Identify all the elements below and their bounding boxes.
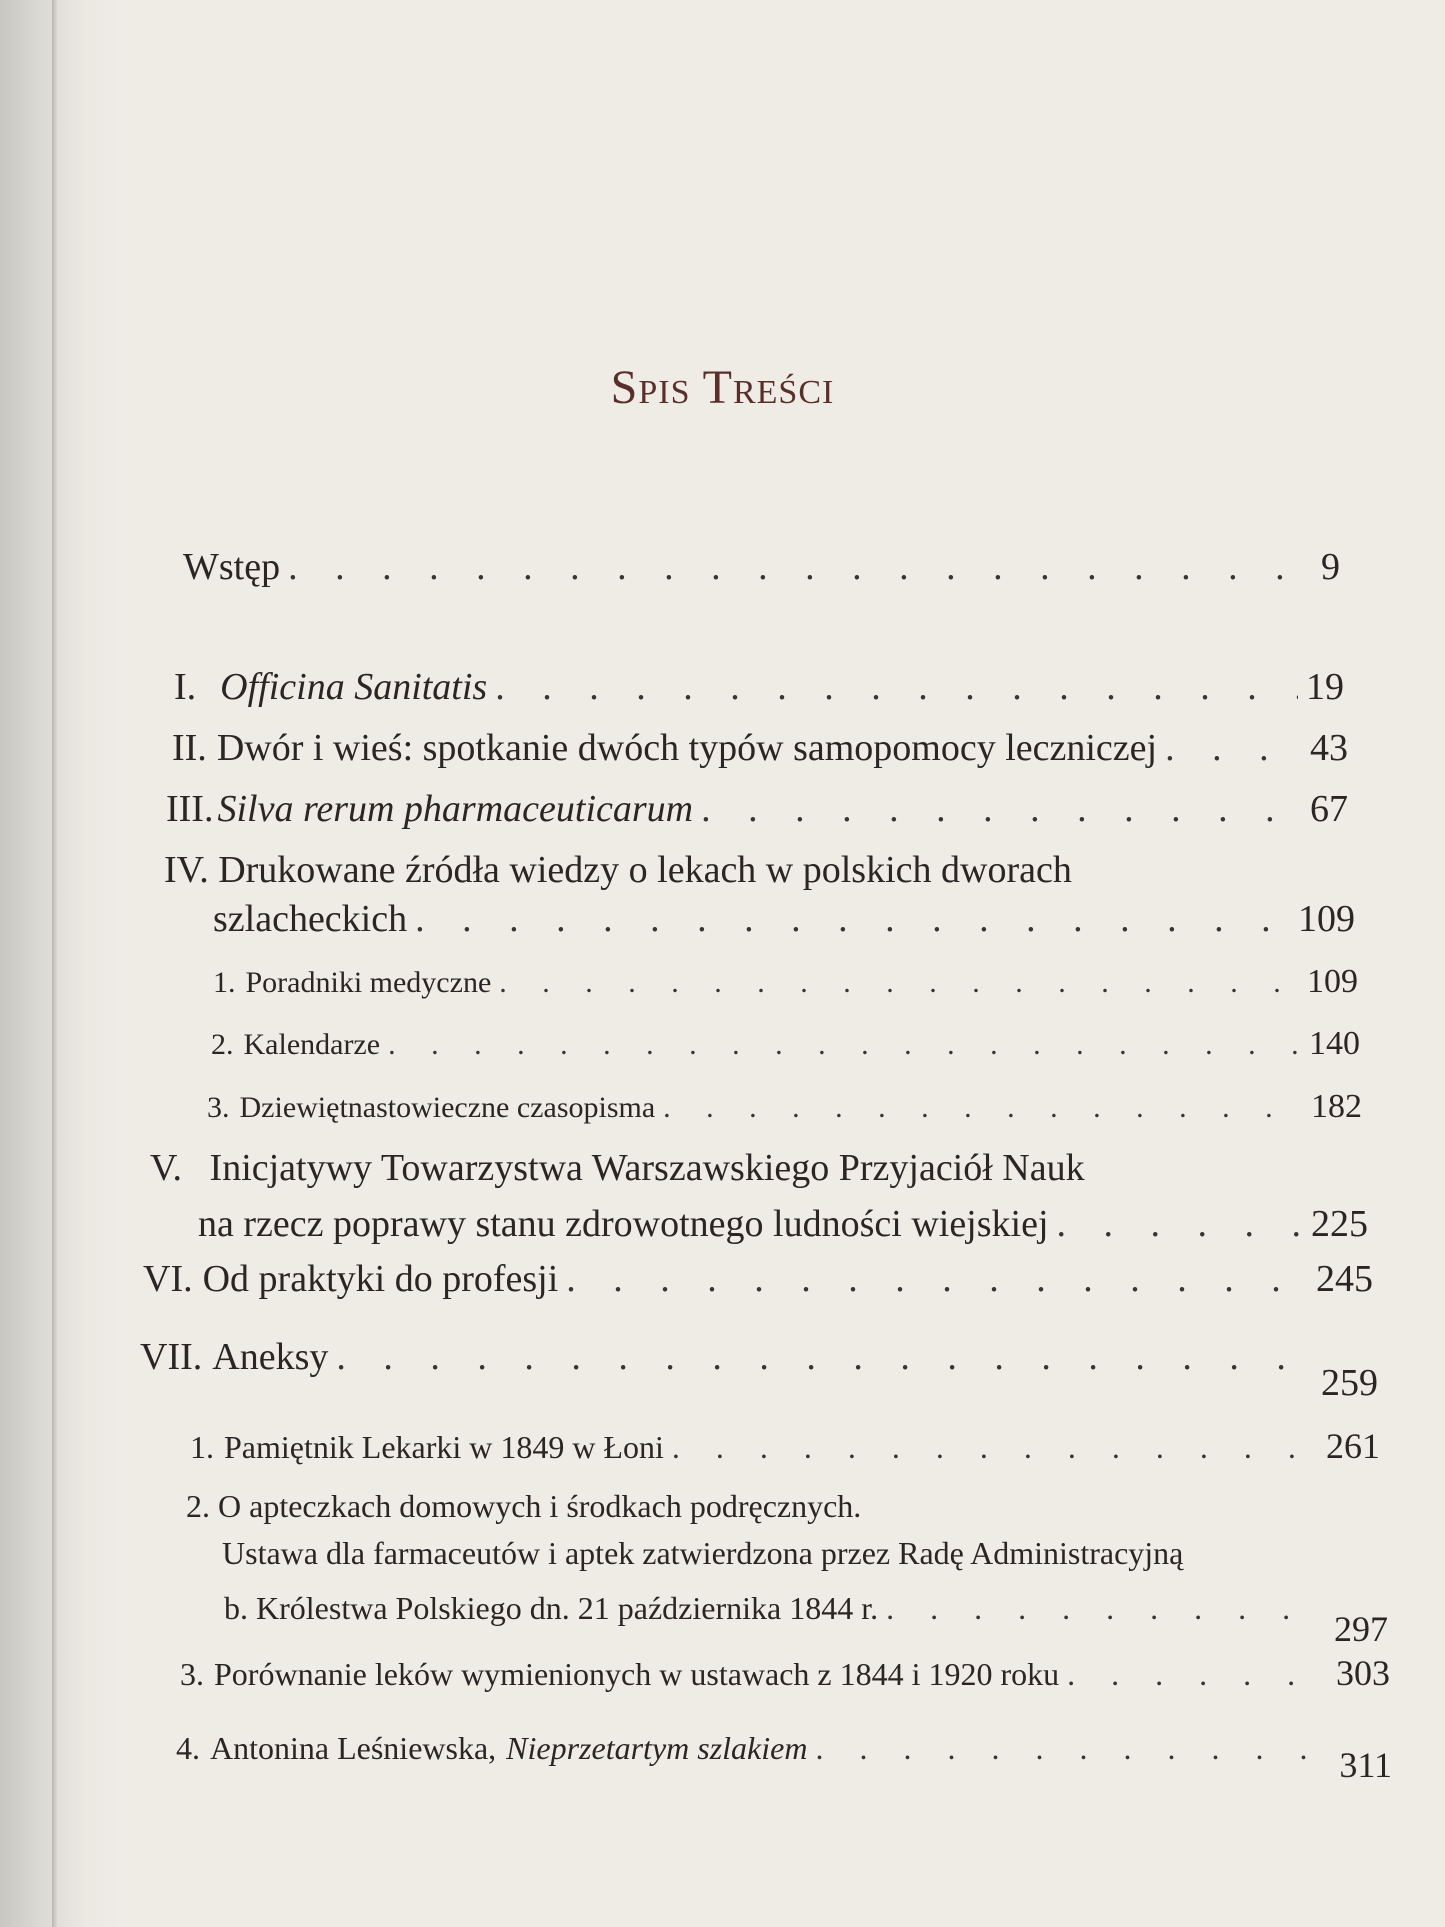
toc-subentry-7-3	[180, 1652, 1390, 1694]
entry-label: Officina Sanitatis	[220, 666, 488, 708]
entry-page: 225	[1311, 1203, 1368, 1245]
entry-page: 140	[1309, 1025, 1360, 1062]
leader-dots	[815, 1730, 1331, 1767]
entry-page: 67	[1310, 788, 1348, 830]
leader-dots	[499, 966, 1299, 1000]
leader-dots	[566, 1257, 1308, 1301]
leader-dots	[663, 1091, 1303, 1125]
chapter-number: I.	[174, 666, 197, 708]
leader-dots	[1067, 1656, 1328, 1693]
toc-subentry-7-2-line1	[186, 1488, 861, 1525]
entry-page: 182	[1311, 1088, 1362, 1125]
toc-entry-chapter-1	[174, 665, 1344, 709]
leader-dots	[1057, 1202, 1303, 1246]
entry-label: O apteczkach domowych i środkach podręcznych.	[218, 1488, 862, 1524]
entry-label: Dwór i wieś: spotkanie dwóch typów samopomocy leczniczej	[216, 727, 1158, 769]
toc-subentry-7-4	[176, 1726, 1392, 1785]
entry-page: 297	[1334, 1609, 1388, 1649]
subentry-number: 2.	[186, 1488, 210, 1524]
entry-page: 245	[1316, 1258, 1373, 1300]
subentry-number: 3.	[207, 1091, 230, 1124]
chapter-number: VII.	[140, 1336, 203, 1378]
subentry-number: 1.	[190, 1429, 214, 1465]
chapter-number: III.	[166, 788, 214, 830]
subentry-number: 1.	[213, 966, 236, 999]
subentry-number: 3.	[180, 1656, 204, 1692]
entry-page: 303	[1336, 1653, 1390, 1693]
entry-page: 43	[1310, 727, 1348, 769]
entry-label: Kalendarze	[243, 1028, 381, 1061]
chapter-number: VI.	[143, 1258, 193, 1300]
entry-label: Dziewiętnastowieczne czasopisma	[239, 1091, 656, 1124]
entry-page: 311	[1339, 1745, 1392, 1785]
entry-page: 259	[1321, 1362, 1378, 1404]
entry-label: Drukowane źródła wiedzy o lekach w polskich dworach	[218, 849, 1072, 891]
toc-entry-wstep	[183, 545, 1340, 589]
leader-dots	[288, 545, 1313, 589]
toc-entry-chapter-6	[143, 1257, 1373, 1301]
entry-label-continued: b. Królestwa Polskiego dn. 21 października 1844 r.	[224, 1590, 879, 1626]
entry-label-continued: Ustawa dla farmaceutów i aptek zatwierdzona przez Radę Administracyjną	[222, 1535, 1184, 1571]
chapter-number: V.	[150, 1147, 183, 1189]
toc-entry-chapter-5	[198, 1202, 1368, 1246]
entry-label: Wstęp	[183, 546, 281, 588]
toc-subentry-7-2-line2	[222, 1535, 1183, 1572]
chapter-number: IV.	[164, 849, 209, 891]
toc-entry-chapter-5-line1	[150, 1146, 1085, 1190]
page-edge	[52, 0, 58, 1927]
entry-label: Silva rerum pharmaceuticarum	[217, 788, 694, 830]
toc-subentry-7-1	[190, 1425, 1380, 1467]
toc-subentry-4-1	[213, 963, 1358, 1001]
subentry-number: 4.	[176, 1730, 200, 1766]
entry-label: Inicjatywy Towarzystwa Warszawskiego Przyjaciół Nauk	[209, 1147, 1085, 1189]
entry-label: Poradniki medyczne	[245, 966, 492, 999]
entry-label-continued: szlacheckich	[213, 898, 408, 940]
leader-dots	[336, 1335, 1313, 1379]
page-title: Spis Treści	[610, 361, 835, 414]
entry-page: 261	[1326, 1426, 1380, 1466]
toc-entry-chapter-4	[213, 897, 1355, 941]
entry-label: Antonina Leśniewska,	[210, 1730, 497, 1766]
toc-subentry-7-2	[224, 1586, 1388, 1649]
entry-label: Od praktyki do profesji	[202, 1258, 559, 1300]
entry-page: 109	[1298, 898, 1355, 940]
leader-dots	[495, 665, 1298, 709]
toc-subentry-4-2	[211, 1025, 1360, 1063]
subentry-number: 2.	[211, 1028, 234, 1061]
toc-entry-chapter-4-line1	[164, 848, 1072, 892]
entry-page: 9	[1321, 546, 1340, 588]
leader-dots	[886, 1590, 1326, 1627]
leader-dots	[388, 1028, 1301, 1062]
toc-entry-chapter-3	[166, 787, 1348, 831]
leader-dots	[701, 787, 1302, 831]
chapter-number: II.	[172, 727, 207, 769]
entry-label: Porównanie leków wymienionych w ustawach z 1844 i 1920 roku	[214, 1656, 1060, 1692]
toc-entry-chapter-2	[172, 726, 1348, 770]
leader-dots	[672, 1429, 1318, 1466]
entry-label: Pamiętnik Lekarki w 1849 w Łoni	[224, 1429, 664, 1465]
toc-subentry-4-3	[207, 1088, 1362, 1126]
entry-label: Aneksy	[212, 1336, 329, 1378]
page-shadow	[0, 0, 120, 1927]
leader-dots	[1165, 726, 1302, 770]
entry-label-continued: na rzecz poprawy stanu zdrowotnego ludności wiejskiej	[198, 1203, 1049, 1245]
entry-page: 19	[1306, 666, 1344, 708]
entry-page: 109	[1307, 963, 1358, 1000]
leader-dots	[415, 897, 1290, 941]
entry-label-title: Nieprzetartym szlakiem	[506, 1730, 808, 1766]
toc-entry-chapter-7	[140, 1335, 1378, 1404]
